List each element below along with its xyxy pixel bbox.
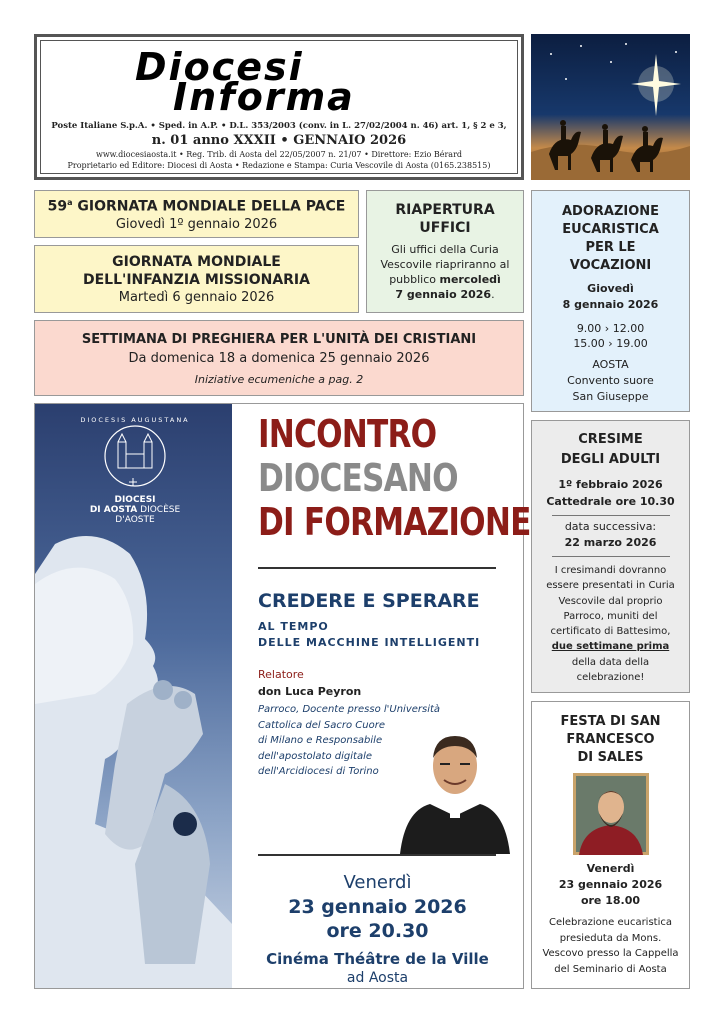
adoration-place [532, 357, 689, 405]
confirmation-title-2: DEGLI ADULTI [560, 452, 661, 467]
adoration-day: Giovedì [587, 282, 634, 295]
confirmation-location-time: Cattedrale ore 10.30 [546, 495, 675, 508]
peace-edition-number: 59 [47, 198, 68, 215]
event-city: ad Aosta [346, 970, 409, 986]
sales-date: 23 gennaio 2026 [558, 878, 663, 891]
poster-subtitle-line-2: DELLE MACCHINE INTELLIGENTI [258, 636, 481, 649]
reopening-title-1: RIAPERTURA [395, 202, 495, 218]
adoration-date: 8 gennaio 2026 [562, 298, 659, 311]
speaker-bio-line-4: dell'apostolato digitale [258, 750, 373, 762]
event-date: 23 gennaio 2026 [288, 896, 467, 918]
reopening-text [367, 242, 523, 302]
robot-image [35, 404, 232, 988]
diocesi-informa-logo [41, 41, 517, 119]
speaker-bio-line-5: dell'Arcidiocesi di Torino [258, 766, 379, 777]
adoration-city: AOSTA [592, 358, 629, 371]
adoration-title-3: PER LE [585, 240, 636, 255]
childhood-day-title-1: GIORNATA MONDIALE [112, 254, 281, 270]
adoration-convent: Convento suore [567, 374, 654, 387]
logo-di-aosta-bold: DI AOSTA [89, 505, 138, 515]
sales-when [532, 861, 689, 909]
logo-di-aosta [65, 505, 205, 515]
event-time: ore 20.30 [326, 920, 429, 942]
confirmation-divider-2 [552, 556, 670, 557]
three-kings-illustration [531, 34, 690, 180]
christian-unity-week-box [34, 320, 524, 396]
issue-number: n. 01 anno XXXII • GENNAIO 2026 [151, 133, 407, 148]
confirmation-notes [532, 563, 689, 685]
adoration-title [532, 203, 689, 275]
reopening-period: . [491, 288, 495, 301]
confirmation-next-date: 22 marzo 2026 [564, 536, 657, 549]
diocese-logo [65, 416, 205, 525]
confirmation-next [532, 519, 689, 551]
sales-description [532, 915, 689, 977]
poster-subtitle-2 [258, 619, 480, 651]
confirmation-note-4: Parroco, muniti del [563, 610, 658, 622]
website-info: www.diocesiaosta.it • Reg. Trib. di Aosta del 22/05/2007 n. 21/07 • Direttore: Ezio Bérard [95, 150, 463, 159]
adoration-title-1: ADORAZIONE [561, 204, 660, 219]
unity-week-title: SETTIMANA DI PREGHIERA PER L'UNITÀ DEI CRISTIANI [81, 332, 477, 347]
peace-day-title [35, 198, 358, 215]
confirmation-next-label: data successiva: [564, 520, 657, 533]
saint-portrait [573, 773, 649, 855]
unity-week-note: Iniziative ecumeniche a pag. 2 [194, 373, 364, 386]
poster-subtitle: CREDERE E SPERARE [258, 590, 480, 612]
childhood-day-date: Martedì 6 gennaio 2026 [118, 290, 275, 305]
peace-edition-suffix: a [67, 198, 73, 207]
event-venue: Cinéma Théâtre de la Ville [266, 950, 489, 968]
speaker-name: don Luca Peyron [258, 685, 362, 698]
reopening-date: 7 gennaio 2026 [395, 288, 492, 301]
missionary-childhood-day-box [34, 245, 359, 313]
speaker-bio-line-2: Cattolica del Sacro Cuore [258, 719, 385, 731]
poster-divider-bottom [258, 854, 496, 856]
eucharistic-adoration-box [531, 190, 690, 412]
adoration-time-morning: 9.00 › 12.00 [576, 322, 645, 335]
speaker-bio-line-3: di Milano e Responsabile [258, 735, 383, 746]
world-peace-day-box [34, 190, 359, 238]
logo-daoste: D'AOSTE [115, 515, 155, 525]
childhood-day-title-2: DELL'INFANZIA MISSIONARIA [83, 272, 310, 288]
peace-day-date: Giovedì 1º gennaio 2026 [115, 216, 278, 232]
peace-day-name: GIORNATA MONDIALE DELLA PACE [72, 198, 346, 215]
logo-diocese-fr: DIOCÈSE [137, 505, 181, 515]
sales-day: Venerdì [586, 862, 635, 875]
sales-title-1: FESTA DI SAN [560, 714, 661, 729]
logo-arc-text: DIOCESIS AUGUSTANA [80, 416, 190, 424]
cathedral-icon [100, 424, 170, 488]
confirmation-note-5: certificato di Battesimo, [550, 626, 671, 638]
sales-note-3: Vescovo presso la Cappella [542, 948, 679, 959]
speaker-bio-line-1: Parroco, Docente presso l'Università [258, 704, 441, 715]
masthead [34, 34, 524, 180]
publisher-info: Proprietario ed Editore: Diocesi di Aosta • Redazione e Stampa: Curia Vescovile di Aosta (0165.238515) [67, 161, 491, 170]
confirmation-note-8: celebrazione! [576, 672, 645, 684]
adoration-convent-name: San Giuseppe [572, 390, 649, 403]
sales-title [532, 713, 689, 767]
poster-title-1: INCONTRO [258, 412, 437, 456]
confirmation-divider [552, 515, 670, 516]
postal-info: Poste Italiane S.p.A. • Sped. in A.P. • D.L. 353/2003 (conv. in L. 27/02/2004 n. 46) art. 1, § 2 e 3, [51, 121, 507, 131]
reopening-text-line-4 [367, 287, 523, 302]
event-datetime [232, 895, 523, 943]
speaker-label: Relatore [258, 668, 304, 681]
poster-text-panel [232, 404, 531, 988]
adoration-when [532, 281, 689, 313]
confirmation-note-1: I cresimandi dovranno [554, 565, 667, 576]
poster-subtitle-line-1: AL TEMPO [258, 620, 329, 633]
confirmation-note-2: essere presentati in Curia [546, 580, 675, 592]
poster-title-3: DI FORMAZIONE [258, 500, 531, 544]
logo-diocesi: DIOCESI [114, 495, 156, 505]
sales-title-3: DI SALES [577, 750, 644, 765]
reopening-public: pubblico [389, 273, 440, 286]
formation-event-poster [34, 403, 531, 989]
three-kings-image [531, 34, 690, 180]
confirmation-first-date [532, 476, 689, 510]
poster-title-2: DIOCESANO [258, 456, 458, 500]
reopening-weekday: mercoledì [439, 273, 501, 286]
poster-divider-top [258, 567, 496, 569]
confirmation-note-6: due settimane prima [551, 641, 670, 653]
reopening-text-line-2: Vescovile riapriranno al [380, 258, 510, 271]
confirmation-note-3: Vescovile dal proprio [558, 595, 663, 607]
sales-note-4: del Seminario di Aosta [554, 963, 667, 975]
adoration-title-2: EUCARISTICA [562, 222, 659, 237]
logo-line-2: Informa [173, 75, 355, 119]
event-day: Venerdì [343, 872, 412, 893]
confirmation-title [532, 430, 689, 470]
reopening-text-line-1: Gli uffici della Curia [391, 243, 499, 256]
confirmation-note-7: della data della [571, 656, 650, 668]
speaker-photo [400, 716, 510, 854]
reopening-text-line-3 [367, 272, 523, 287]
logo-line-1: Diocesi [135, 45, 304, 89]
sales-note-1: Celebrazione eucaristica [548, 917, 672, 928]
adoration-times [532, 321, 689, 351]
office-reopening-box [366, 190, 524, 313]
saint-francis-de-sales-box [531, 701, 690, 989]
unity-week-dates: Da domenica 18 a domenica 25 gennaio 2026 [128, 351, 430, 366]
reopening-title-2: UFFICI [419, 220, 471, 236]
adult-confirmation-box [531, 420, 690, 693]
adoration-time-afternoon: 15.00 › 19.00 [573, 337, 648, 350]
confirmation-date: 1º febbraio 2026 [558, 478, 663, 491]
sales-note-2: presieduta da Mons. [559, 932, 662, 944]
confirmation-title-1: CRESIME [578, 432, 643, 447]
sales-title-2: FRANCESCO [566, 732, 655, 747]
adoration-title-4: VOCAZIONI [569, 258, 652, 273]
sales-time: ore 18.00 [580, 894, 641, 907]
